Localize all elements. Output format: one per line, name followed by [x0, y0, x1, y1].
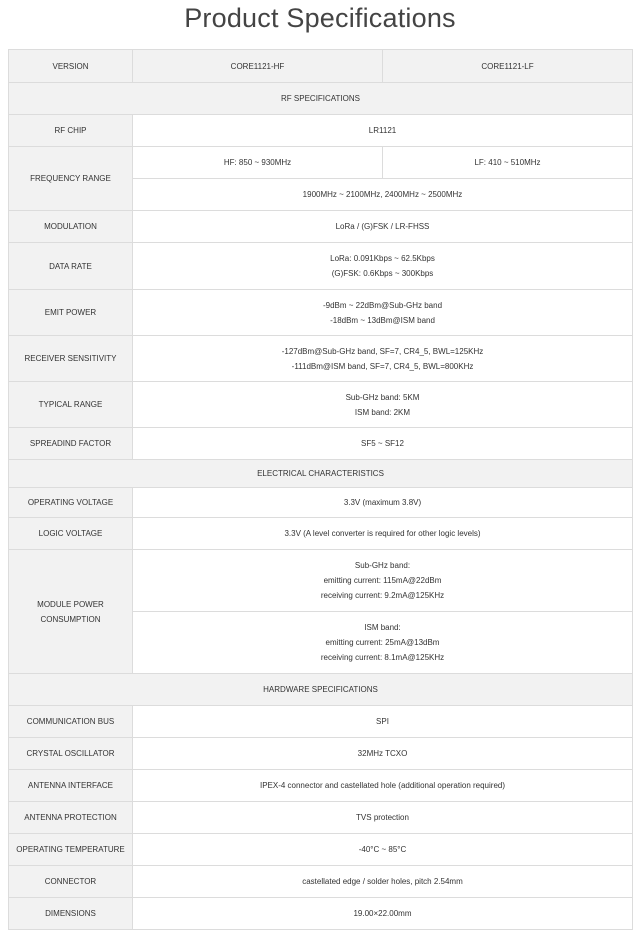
data-rate-label: DATA RATE: [9, 243, 133, 290]
spec-row: [9, 290, 633, 336]
frequency-lf-value: LF: 410 ~ 510MHz: [383, 147, 633, 179]
ism-emitting-current: emitting current: 25mA@13dBm: [325, 638, 440, 647]
spreading-factor-label: SPREADIND FACTOR: [9, 428, 133, 460]
version-label: VERSION: [9, 50, 133, 83]
emit-power-line: -18dBm ~ 13dBm@ISM band: [330, 315, 435, 325]
typical-range-line: Sub-GHz band: 5KM: [345, 392, 420, 402]
operating-voltage-label: OPERATING VOLTAGE: [9, 488, 133, 518]
emit-power-label: EMIT POWER: [9, 290, 133, 336]
connector-value: castellated edge / solder holes, pitch 2.54mm: [133, 866, 633, 898]
module-power-label: [9, 550, 133, 674]
section-hardware-heading: HARDWARE SPECIFICATIONS: [9, 674, 633, 706]
typical-range-value: [133, 382, 633, 428]
spreading-factor-value: SF5 ~ SF12: [133, 428, 633, 460]
subghz-receiving-current: receiving current: 9.2mA@125KHz: [320, 591, 445, 600]
receiver-sensitivity-line: -111dBm@ISM band, SF=7, CR4_5, BWL=800KHz: [291, 361, 474, 371]
data-rate-line: (G)FSK: 0.6Kbps ~ 300Kbps: [331, 269, 434, 278]
antenna-interface-value: IPEX-4 connector and castellated hole (additional operation required): [133, 770, 633, 802]
modulation-label: MODULATION: [9, 211, 133, 243]
section-row: [9, 460, 633, 488]
logic-voltage-value: 3.3V (A level converter is required for other logic levels): [133, 518, 633, 550]
communication-bus-label: COMMUNICATION BUS: [9, 706, 133, 738]
spec-row: [9, 550, 633, 612]
data-rate-line: LoRa: 0.091Kbps ~ 62.5Kbps: [330, 254, 435, 263]
spec-row: [9, 866, 633, 898]
spec-table: [8, 49, 633, 930]
spec-row: [9, 336, 633, 382]
receiver-sensitivity-value: [133, 336, 633, 382]
logic-voltage-label: LOGIC VOLTAGE: [9, 518, 133, 550]
receiver-sensitivity-line: -127dBm@Sub-GHz band, SF=7, CR4_5, BWL=125KHz: [281, 346, 484, 356]
emit-power-value: [133, 290, 633, 336]
dimensions-value: 19.00×22.00mm: [133, 898, 633, 930]
rf-chip-label: RF CHIP: [9, 115, 133, 147]
frequency-hf-value: HF: 850 ~ 930MHz: [133, 147, 383, 179]
spec-row: [9, 243, 633, 290]
antenna-protection-value: TVS protection: [133, 802, 633, 834]
frequency-range-label: FREQUENCY RANGE: [9, 147, 133, 211]
operating-temperature-value: -40°C ~ 85°C: [133, 834, 633, 866]
version-hf: CORE1121-HF: [133, 50, 383, 83]
spec-row: [9, 147, 633, 179]
module-power-label-line: MODULE POWER: [37, 599, 104, 609]
module-power-subghz-value: [133, 550, 633, 612]
version-row: [9, 50, 633, 83]
spec-row: [9, 518, 633, 550]
spec-row: [9, 898, 633, 930]
data-rate-value: [133, 243, 633, 290]
typical-range-line: ISM band: 2KM: [354, 407, 411, 417]
section-rf-heading: RF SPECIFICATIONS: [9, 83, 633, 115]
connector-label: CONNECTOR: [9, 866, 133, 898]
spec-row: [9, 115, 633, 147]
ism-heading: ISM band:: [364, 623, 401, 632]
spec-row: [9, 428, 633, 460]
page-title: Product Specifications: [184, 3, 456, 33]
operating-voltage-value: 3.3V (maximum 3.8V): [133, 488, 633, 518]
spec-row: [9, 834, 633, 866]
spec-row: [9, 211, 633, 243]
spec-row: [9, 802, 633, 834]
rf-chip-value: LR1121: [133, 115, 633, 147]
ism-receiving-current: receiving current: 8.1mA@125KHz: [320, 653, 445, 662]
section-row: [9, 83, 633, 115]
antenna-interface-label: ANTENNA INTERFACE: [9, 770, 133, 802]
subghz-emitting-current: emitting current: 115mA@22dBm: [323, 576, 442, 585]
dimensions-label: DIMENSIONS: [9, 898, 133, 930]
typical-range-label: TYPICAL RANGE: [9, 382, 133, 428]
emit-power-line: -9dBm ~ 22dBm@Sub-GHz band: [322, 300, 443, 310]
spec-row: [9, 382, 633, 428]
section-electrical-heading: ELECTRICAL CHARACTERISTICS: [9, 460, 633, 488]
communication-bus-value: SPI: [133, 706, 633, 738]
subghz-heading: Sub-GHz band:: [354, 561, 411, 570]
operating-temperature-label: OPERATING TEMPERATURE: [9, 834, 133, 866]
antenna-protection-label: ANTENNA PROTECTION: [9, 802, 133, 834]
module-power-label-line: CONSUMPTION: [40, 614, 101, 624]
module-power-ism-value: [133, 612, 633, 674]
spec-row: [9, 770, 633, 802]
section-row: [9, 674, 633, 706]
crystal-oscillator-value: 32MHz TCXO: [133, 738, 633, 770]
modulation-value: LoRa / (G)FSK / LR-FHSS: [133, 211, 633, 243]
frequency-common-value: 1900MHz ~ 2100MHz, 2400MHz ~ 2500MHz: [133, 179, 633, 211]
spec-row: [9, 488, 633, 518]
crystal-oscillator-label: CRYSTAL OSCILLATOR: [9, 738, 133, 770]
spec-row: [9, 706, 633, 738]
spec-row: [9, 738, 633, 770]
version-lf: CORE1121-LF: [383, 50, 633, 83]
receiver-sensitivity-label: RECEIVER SENSITIVITY: [9, 336, 133, 382]
